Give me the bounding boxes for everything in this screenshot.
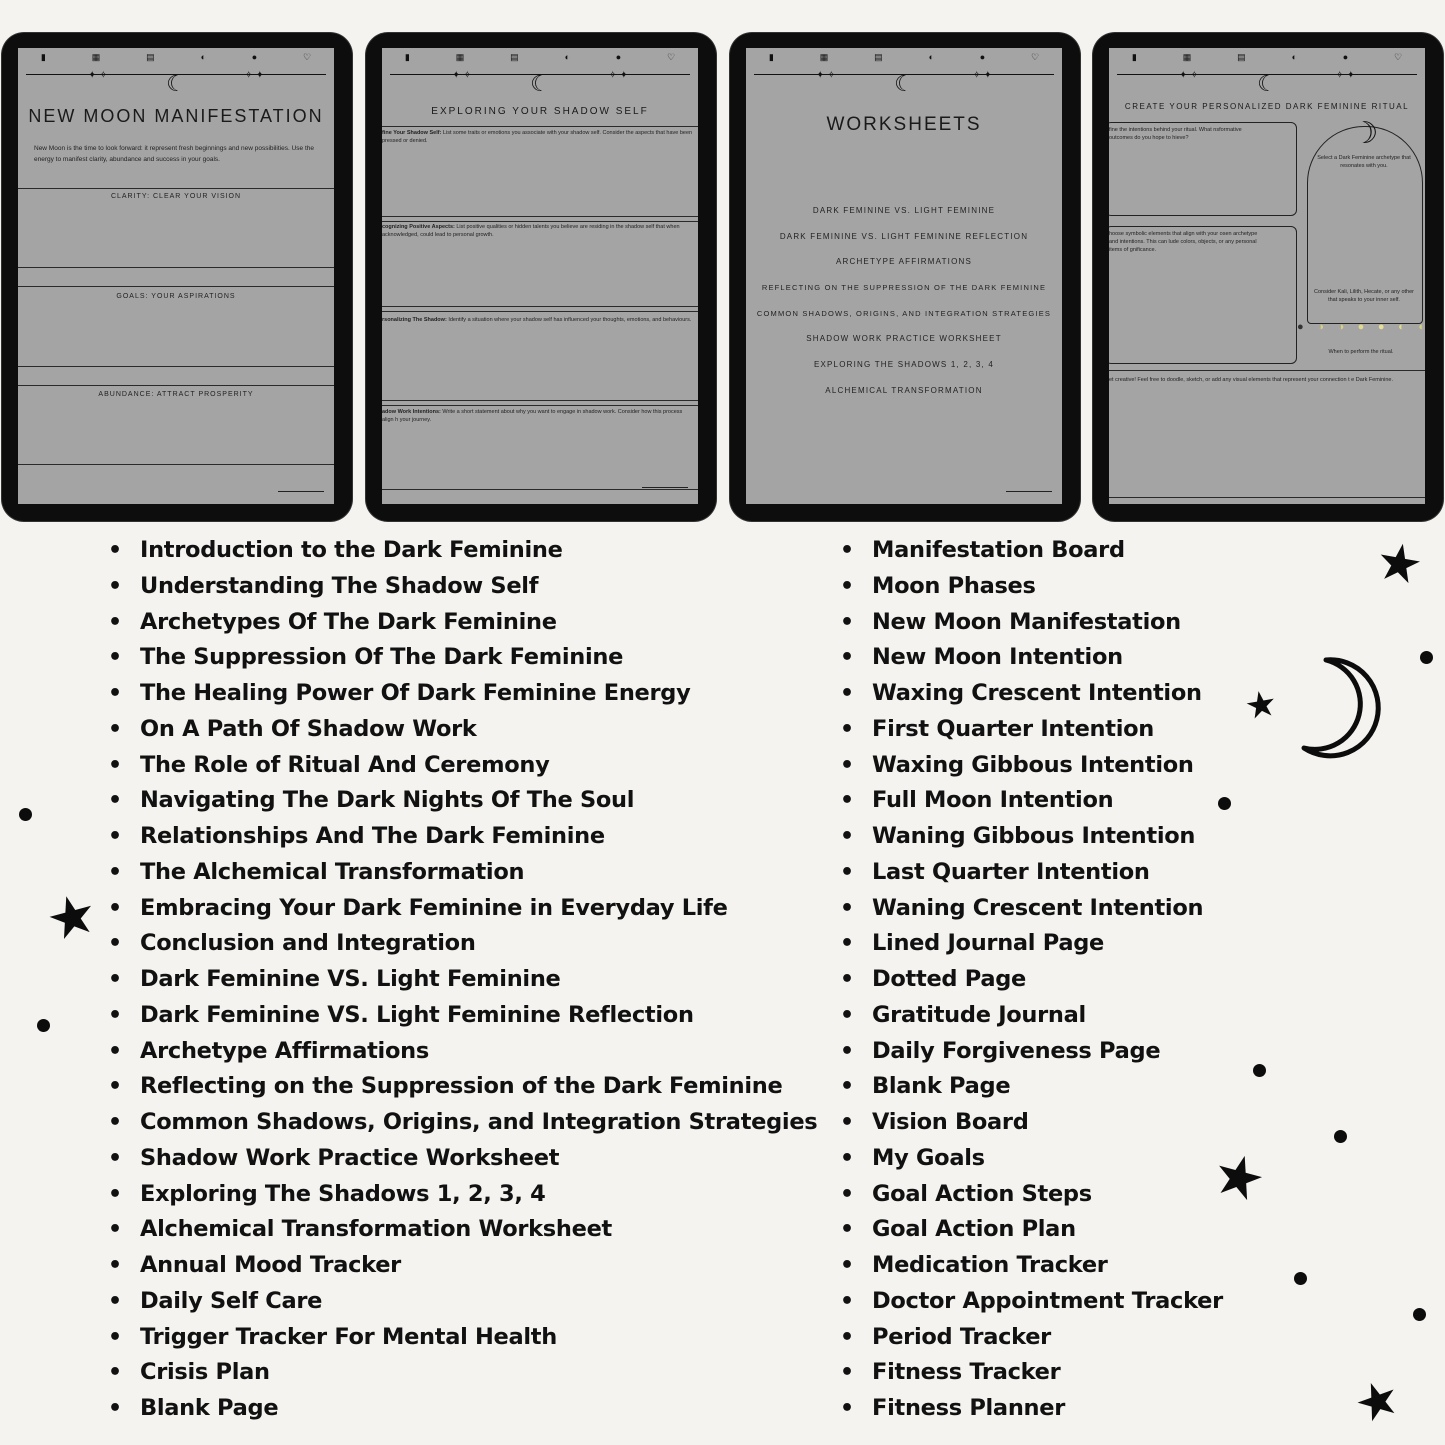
list-item: • Fitness Tracker — [840, 1355, 1223, 1391]
full-moon-icon[interactable]: ● — [1377, 321, 1385, 333]
new-moon-icon[interactable]: ● — [1297, 321, 1304, 333]
star-icon: ★ — [39, 879, 105, 956]
list-item: • Waxing Gibbous Intention — [840, 748, 1223, 784]
worksheet-link[interactable]: DARK FEMININE VS. LIGHT FEMININE — [812, 206, 996, 215]
footer-ornament — [642, 487, 688, 488]
tablet-screen — [382, 48, 698, 504]
list-item: • Dotted Page — [840, 962, 1223, 998]
worksheet-list — [746, 206, 1062, 412]
tablet-worksheets — [730, 33, 1080, 521]
tablet-screen — [746, 48, 1062, 504]
book-icon[interactable]: ▮ — [768, 52, 774, 62]
ornament-icon: ✦ ✧ — [452, 70, 472, 81]
list-item: • Blank Page — [108, 1391, 817, 1427]
worksheet-link[interactable]: SHADOW WORK PRACTICE WORKSHEET — [806, 334, 1002, 344]
worksheet-link[interactable]: REFLECTING ON THE SUPPRESSION OF THE DARK FEMININE — [761, 283, 1047, 293]
ornament-icon: ✧ ✦ — [972, 70, 992, 81]
page-title: NEW MOON MANIFESTATION — [28, 106, 324, 126]
moon-icon[interactable]: ◐ — [564, 52, 570, 62]
list-item: • Dark Feminine VS. Light Feminine Reflection — [108, 998, 817, 1034]
list-item: • Last Quarter Intention — [840, 855, 1223, 891]
elements-prompt: hoose symbolic elements that align with your osen archetype and intentions. This can lude colors, objects, or any personal items of gnificance. — [1109, 231, 1258, 253]
star-icon: ★ — [1371, 530, 1428, 598]
list-item: • Waning Crescent Intention — [840, 891, 1223, 927]
list-item: • Manifestation Board — [840, 533, 1223, 569]
list-item: • Relationships And The Dark Feminine — [108, 819, 817, 855]
camera-dots — [529, 39, 553, 44]
list-item: • Medication Tracker — [840, 1248, 1223, 1284]
intention-prompt: fine the intentions behind your ritual. What nsformative outcomes do you hope to hieve? — [1109, 127, 1242, 141]
dot — [37, 1019, 50, 1032]
list-item: • First Quarter Intention — [840, 712, 1223, 748]
crescent-moon-icon — [1296, 654, 1388, 762]
archetype-prompt: Select a Dark Feminine archetype that resonates with you. — [1317, 155, 1411, 169]
dot — [1413, 1308, 1426, 1321]
dot — [1334, 1130, 1347, 1143]
book-icon[interactable]: ▮ — [40, 52, 46, 62]
list-item: • Crisis Plan — [108, 1355, 817, 1391]
dot — [1420, 651, 1433, 664]
tablet-screen — [1109, 48, 1425, 504]
moon-icon[interactable]: ◐ — [928, 52, 934, 62]
tablet-screen — [18, 48, 334, 504]
tab-icon-bar[interactable] — [1109, 52, 1425, 64]
note-icon[interactable]: ▤ — [146, 52, 155, 62]
calendar-icon[interactable]: ▦ — [819, 52, 829, 62]
ornament-icon: ✧ ✦ — [1335, 70, 1355, 81]
goddess-icon: ☽ — [1351, 117, 1379, 150]
list-item: • Period Tracker — [840, 1320, 1223, 1356]
prompt: fine Your Shadow Self: List some traits or emotions you associate with your shadow self. Consider the aspects that have been pressed or denied. — [382, 130, 693, 144]
list-item: • Reflecting on the Suppression of the Dark Feminine — [108, 1069, 817, 1105]
camera-dots — [1256, 39, 1280, 44]
moon-icon[interactable]: ◐ — [1291, 52, 1297, 62]
left-contents-list — [108, 533, 817, 1427]
list-item: • The Healing Power Of Dark Feminine Energy — [108, 676, 817, 712]
worksheet-link[interactable]: ARCHETYPE AFFIRMATIONS — [835, 257, 973, 267]
tablet-ritual — [1093, 33, 1443, 521]
list-item: • My Goals — [840, 1141, 1223, 1177]
list-item: • Embracing Your Dark Feminine in Everyday Life — [108, 891, 817, 927]
worksheet-link[interactable]: EXPLORING THE SHADOWS 1, 2, 3, 4 — [813, 360, 995, 370]
first-quarter-icon[interactable]: ◑ — [1337, 321, 1345, 333]
archetype-hint: Consider Kali, Lilith, Hecate, or any other that speaks to your inner self. — [1314, 289, 1414, 303]
heart-icon[interactable]: ♡ — [1394, 52, 1403, 62]
list-item: • The Role of Ritual And Ceremony — [108, 748, 817, 784]
list-item: • Waning Gibbous Intention — [840, 819, 1223, 855]
list-item: • Daily Self Care — [108, 1284, 817, 1320]
note-icon[interactable]: ▤ — [510, 52, 519, 62]
list-item: • Dark Feminine VS. Light Feminine — [108, 962, 817, 998]
list-item: • Doctor Appointment Tracker — [840, 1284, 1223, 1320]
dot — [1253, 1064, 1266, 1077]
list-item: • Common Shadows, Origins, and Integration Strategies — [108, 1105, 817, 1141]
list-item: • Annual Mood Tracker — [108, 1248, 817, 1284]
list-item: • Archetype Affirmations — [108, 1034, 817, 1070]
list-item: • Full Moon Intention — [840, 783, 1223, 819]
ornament-icon: ✦ ✧ — [816, 70, 836, 81]
list-item: • Shadow Work Practice Worksheet — [108, 1141, 817, 1177]
page-title: WORKSHEETS — [826, 114, 982, 135]
calendar-icon[interactable]: ▦ — [1182, 52, 1192, 62]
section-label: GOALS: YOUR ASPIRATIONS — [116, 293, 236, 300]
prompt: cognizing Positive Aspects: List positive qualities or hidden talents you believe are residing in the shadow self that when acknowledged, could lead to personal growth. — [382, 224, 680, 238]
star-icon: ★ — [1241, 682, 1281, 729]
worksheet-link[interactable]: DARK FEMININE VS. LIGHT FEMININE REFLECTION — [779, 231, 1029, 241]
list-item: • Exploring The Shadows 1, 2, 3, 4 — [108, 1177, 817, 1213]
book-icon[interactable]: ▮ — [1131, 52, 1137, 62]
creative-prompt: et creative! Feel free to doodle, sketch, or add any visual elements that represent your connection t e Dark Feminine. — [1109, 377, 1394, 383]
tablet-shadow-self — [366, 33, 716, 521]
book-icon[interactable]: ▮ — [404, 52, 410, 62]
list-item: • Archetypes Of The Dark Feminine — [108, 605, 817, 641]
tab-icon-bar[interactable] — [18, 52, 334, 64]
tablet-new-moon — [2, 33, 352, 521]
list-item: • Navigating The Dark Nights Of The Soul — [108, 783, 817, 819]
ornament-icon: ✦ ✧ — [88, 70, 108, 81]
brain-icon[interactable]: ● — [615, 52, 622, 62]
moon-caption: When to perform the ritual. — [1328, 349, 1394, 355]
right-contents-list — [840, 533, 1223, 1427]
footer-ornament — [278, 491, 324, 492]
list-item: • Lined Journal Page — [840, 926, 1223, 962]
list-item: • Understanding The Shadow Self — [108, 569, 817, 605]
list-item: • New Moon Manifestation — [840, 605, 1223, 641]
intro-text: New Moon is the time to look forward: it represent fresh beginnings and new possibilities. Use the energy to manifest clarity, abundance and success in your goals. — [34, 145, 315, 163]
dot — [1294, 1272, 1307, 1285]
ornament-icon: ✧ ✦ — [244, 70, 264, 81]
brain-icon[interactable]: ● — [251, 52, 258, 62]
waning-crescent-icon[interactable]: ◐ — [1418, 321, 1425, 333]
list-item: • Gratitude Journal — [840, 998, 1223, 1034]
list-item: • Goal Action Steps — [840, 1177, 1223, 1213]
camera-dots — [893, 39, 917, 44]
heart-icon[interactable]: ♡ — [303, 52, 312, 62]
ornament-icon: ✧ ✦ — [608, 70, 628, 81]
list-item: • Trigger Tracker For Mental Health — [108, 1320, 817, 1356]
star-icon: ★ — [1205, 1137, 1273, 1217]
prompt: rsonalizing The Shadow: Identify a situation where your shadow self has influenced your thoughts, emotions, and behaviours. — [382, 317, 692, 323]
heart-icon[interactable]: ♡ — [667, 52, 676, 62]
crescent-sun-icon: ☾ — [166, 71, 186, 96]
note-icon[interactable]: ▤ — [1237, 52, 1246, 62]
page-title: EXPLORING YOUR SHADOW SELF — [431, 106, 649, 117]
dot — [1218, 797, 1231, 810]
brain-icon[interactable]: ● — [979, 52, 986, 62]
list-item: • Blank Page — [840, 1069, 1223, 1105]
calendar-icon[interactable]: ▦ — [91, 52, 101, 62]
crescent-sun-icon: ☾ — [1257, 71, 1277, 96]
waxing-gibbous-icon[interactable]: ● — [1357, 321, 1365, 333]
crescent-sun-icon: ☾ — [530, 71, 550, 96]
section-label: CLARITY: CLEAR YOUR VISION — [110, 193, 242, 200]
note-icon[interactable]: ▤ — [874, 52, 883, 62]
list-item: • Goal Action Plan — [840, 1212, 1223, 1248]
list-item: • Waxing Crescent Intention — [840, 676, 1223, 712]
list-item: • Daily Forgiveness Page — [840, 1034, 1223, 1070]
moon-phases-row[interactable] — [1297, 321, 1425, 333]
camera-dots — [165, 39, 189, 44]
worksheet-link[interactable]: ALCHEMICAL TRANSFORMATION — [825, 385, 983, 395]
list-item: • New Moon Intention — [840, 640, 1223, 676]
prompt: adow Work Intentions: Write a short statement about why you want to engage in shadow work. Consider how this process align h your journey. — [382, 409, 683, 423]
brain-icon[interactable]: ● — [1342, 52, 1349, 62]
list-item: • Moon Phases — [840, 569, 1223, 605]
waxing-crescent-icon[interactable]: ◑ — [1317, 321, 1324, 333]
list-item: • Conclusion and Integration — [108, 926, 817, 962]
heart-icon[interactable]: ♡ — [1031, 52, 1040, 62]
list-item: • Alchemical Transformation Worksheet — [108, 1212, 817, 1248]
worksheet-link[interactable]: COMMON SHADOWS, ORIGINS, AND INTEGRATION STRATEGIES — [756, 308, 1052, 318]
ornament-icon: ✦ ✧ — [1179, 70, 1199, 81]
star-icon: ★ — [1346, 1366, 1409, 1436]
dot — [19, 808, 32, 821]
calendar-icon[interactable]: ▦ — [455, 52, 465, 62]
section-label: ABUNDANCE: ATTRACT PROSPERITY — [98, 391, 254, 398]
list-item: • Vision Board — [840, 1105, 1223, 1141]
tab-icon-bar[interactable] — [382, 52, 698, 64]
list-item: • Fitness Planner — [840, 1391, 1223, 1427]
list-item: • The Alchemical Transformation — [108, 855, 817, 891]
tab-icon-bar[interactable] — [746, 52, 1062, 64]
moon-icon[interactable]: ◐ — [200, 52, 206, 62]
footer-ornament — [1006, 491, 1052, 492]
waning-gibbous-icon[interactable]: ◐ — [1398, 321, 1405, 333]
page-title: CREATE YOUR PERSONALIZED DARK FEMININE RITUAL — [1124, 102, 1410, 111]
crescent-sun-icon: ☾ — [894, 71, 914, 96]
list-item: • The Suppression Of The Dark Feminine — [108, 640, 817, 676]
list-item: • On A Path Of Shadow Work — [108, 712, 817, 748]
list-item: • Introduction to the Dark Feminine — [108, 533, 817, 569]
